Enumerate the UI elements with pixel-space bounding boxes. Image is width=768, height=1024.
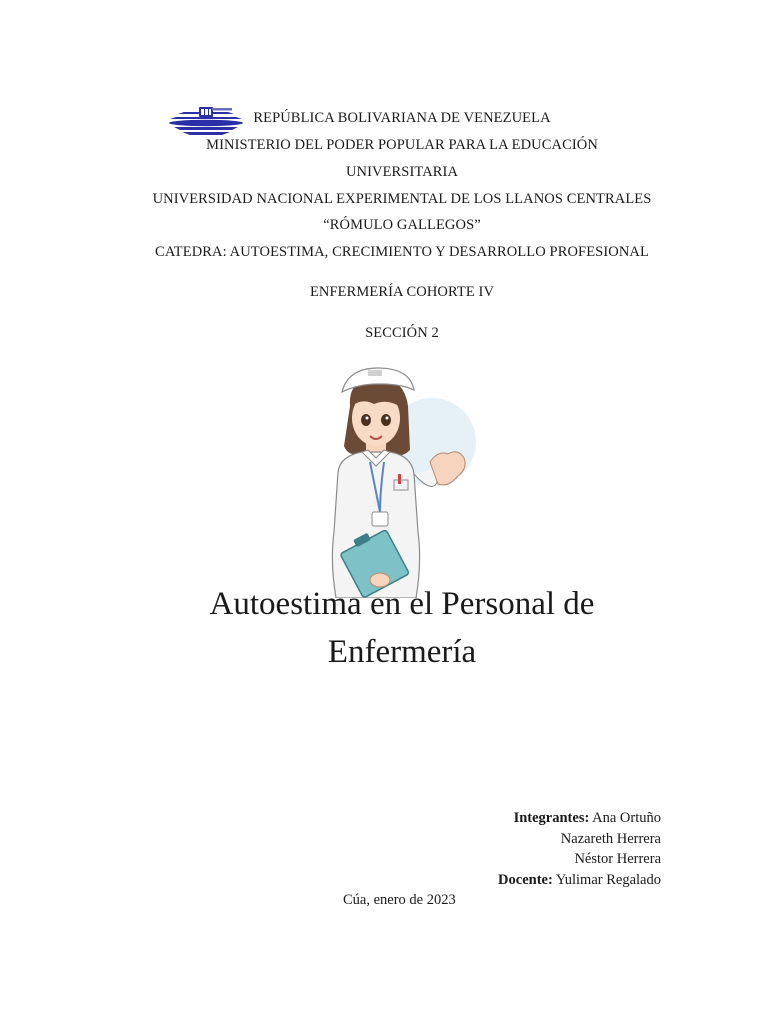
document-title-line2: Enfermería — [327, 634, 477, 670]
teacher-name: Yulimar Regalado — [555, 872, 661, 888]
teacher-label: Docente: — [498, 872, 553, 888]
header-university-name: “RÓMULO GALLEGOS” — [323, 217, 481, 233]
members-label: Integrantes: — [513, 810, 590, 826]
nurse-illustration-icon — [318, 362, 482, 598]
member-name: Ana Ortuño — [592, 810, 661, 826]
header-section: SECCIÓN 2 — [365, 325, 439, 341]
members-line-2 — [561, 831, 661, 848]
header-course: CATEDRA: AUTOESTIMA, CRECIMIENTO Y DESARROLLO PROFESIONAL — [155, 244, 649, 260]
member-name: Nazareth Herrera — [560, 831, 661, 847]
header-ministry: MINISTERIO DEL PODER POPULAR PARA LA EDUCACIÓN — [206, 137, 598, 153]
member-name: Néstor Herrera — [574, 851, 661, 867]
header-program: ENFERMERÍA COHORTE IV — [309, 284, 495, 300]
teacher-line — [498, 872, 661, 889]
members-line-1 — [514, 810, 661, 827]
header-university: UNIVERSIDAD NACIONAL EXPERIMENTAL DE LOS LLANOS CENTRALES — [152, 191, 652, 207]
document-date: Cúa, enero de 2023 — [343, 892, 456, 908]
members-line-3 — [574, 851, 661, 868]
header-republic: REPÚBLICA BOLIVARIANA DE VENEZUELA — [253, 110, 551, 126]
header-ministry-cont: UNIVERSITARIA — [345, 164, 459, 180]
document-title-line1: Autoestima en el Personal de — [209, 586, 595, 622]
